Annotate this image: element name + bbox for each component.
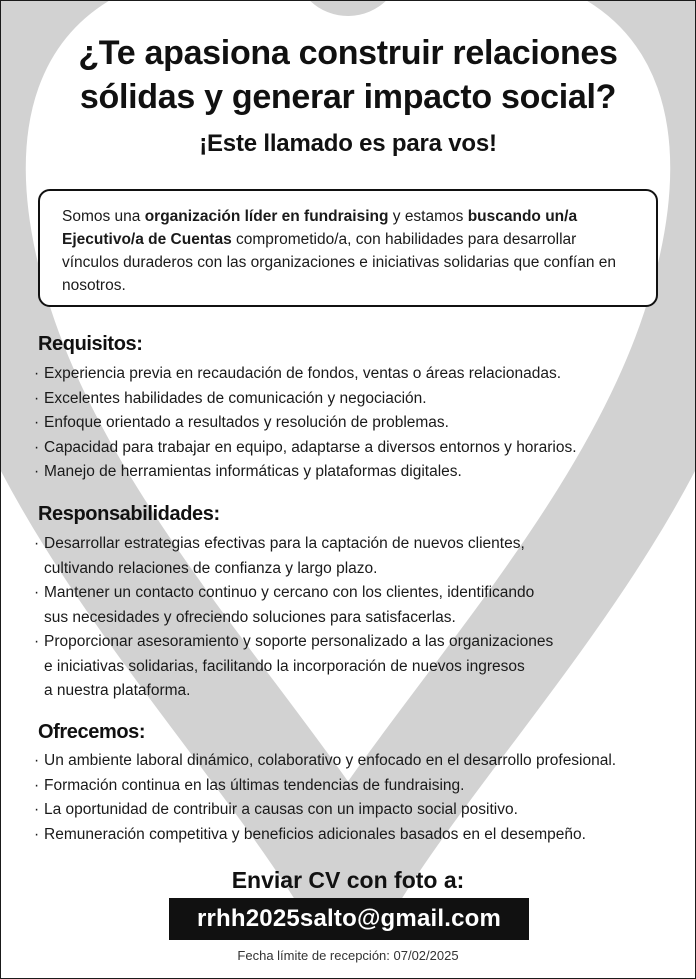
list-item: · Manejo de herramientas informáticas y plataformas digitales.: [34, 460, 577, 485]
list-item-line: e iniciativas solidarias, facilitando la incorporación de nuevos ingresos: [44, 657, 525, 675]
list-item-line: · Desarrollar estrategias efectivas para la captación de nuevos clientes,: [44, 535, 525, 552]
intro-bold-1: organización líder en fundraising: [144, 208, 389, 225]
intro-text-3: comprometido/a, con habilidades para desarrollar vínculos duraderos con las organizaciones e iniciativas solidarias que confían en nosotros.: [62, 231, 617, 294]
page-title: [1, 31, 695, 119]
list-item: · Remuneración competitiva y beneficios adicionales basados en el desempeño.: [34, 823, 616, 848]
intro-text-1: Somos una: [62, 208, 145, 225]
ofrecemos-list: [34, 749, 616, 847]
responsabilidades-list: [34, 532, 553, 704]
list-item: · Enfoque orientado a resultados y resolución de problemas.: [34, 411, 577, 436]
deadline-text: Fecha límite de recepción: 07/02/2025: [237, 948, 459, 963]
list-item-line: a nuestra plataforma.: [44, 682, 191, 699]
list-item-line: sus necesidades y ofreciendo soluciones para satisfacerlas.: [44, 608, 456, 626]
list-item: [34, 630, 553, 704]
requisitos-list: [34, 362, 577, 485]
intro-box: [38, 189, 658, 307]
list-item: [34, 532, 553, 581]
ofrecemos-heading: Ofrecemos:: [38, 721, 146, 743]
list-item: · Formación continua en las últimas tendencias de fundraising.: [34, 774, 616, 799]
list-item: [34, 581, 553, 630]
list-item: · Capacidad para trabajar en equipo, adaptarse a diversos entornos y horarios.: [34, 436, 577, 461]
intro-text-2: y estamos: [388, 208, 468, 225]
list-item-line: · Proporcionar asesoramiento y soporte personalizado a las organizaciones: [44, 633, 554, 650]
requisitos-heading: Requisitos:: [38, 333, 143, 355]
list-item: · Excelentes habilidades de comunicación y negociación.: [34, 387, 577, 412]
list-item-line: cultivando relaciones de confianza y largo plazo.: [44, 559, 378, 577]
list-item-line: · Mantener un contacto continuo y cercano con los clientes, identificando: [44, 584, 535, 601]
responsabilidades-heading: Responsabilidades:: [38, 503, 220, 525]
title-line-1: ¿Te apasiona construir relaciones: [78, 34, 618, 72]
send-cv-label: Enviar CV con foto a:: [231, 867, 465, 893]
list-item: · Experiencia previa en recaudación de fondos, ventas o áreas relacionadas.: [34, 362, 577, 387]
title-line-2: sólidas y generar impacto social?: [79, 78, 617, 116]
intro-bold-2: buscando un/a Ejecutivo/a de Cuentas: [62, 208, 578, 248]
contact-email[interactable]: rrhh2025salto@gmail.com: [169, 898, 529, 940]
list-item: · Un ambiente laboral dinámico, colaborativo y enfocado en el desarrollo profesional.: [34, 749, 616, 774]
subtitle: ¡Este llamado es para vos!: [199, 130, 497, 157]
list-item: · La oportunidad de contribuir a causas con un impacto social positivo.: [34, 798, 616, 823]
